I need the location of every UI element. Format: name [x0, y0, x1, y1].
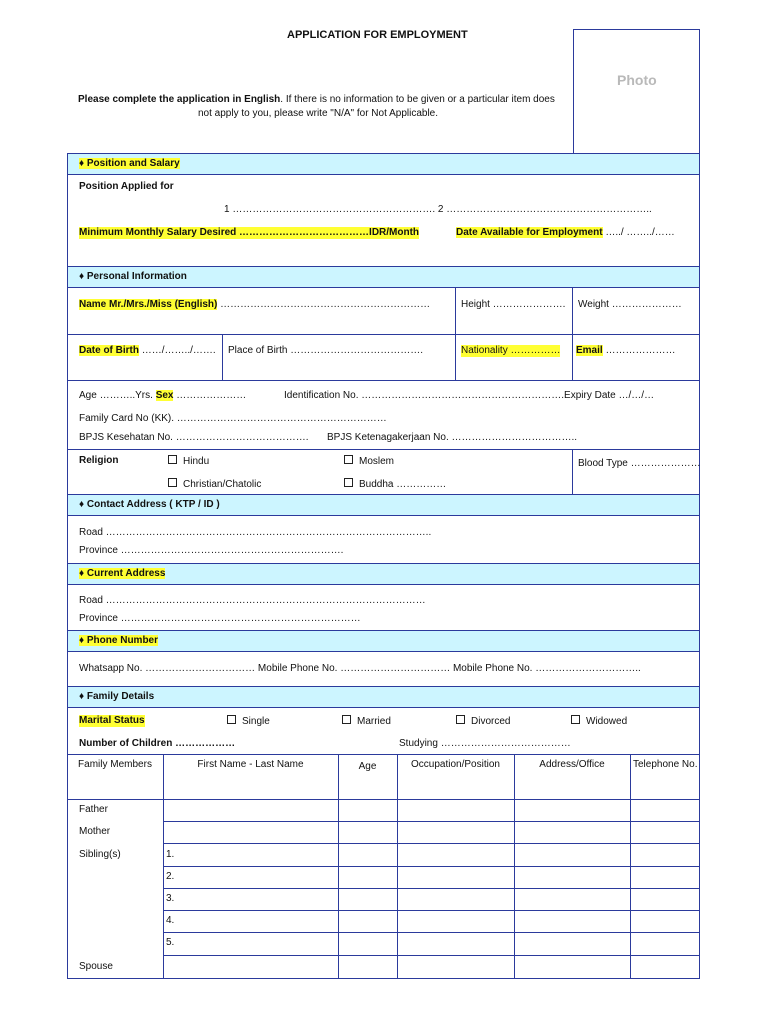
- name-label: Name Mr./Mrs./Miss (English): [79, 299, 218, 310]
- dob-label: Date of Birth: [79, 345, 139, 356]
- contact-road-field[interactable]: Road ……………………………………………………………………………………..: [79, 527, 432, 538]
- date-available-label: Date Available for Employment: [456, 227, 603, 238]
- marital-single-label: Single: [242, 716, 270, 727]
- col-age: Age: [358, 761, 377, 772]
- religion-christian[interactable]: [168, 478, 261, 491]
- section-position-title: ♦ Position and Salary: [79, 158, 180, 169]
- instruction-line-2: not apply to you, please write "N/A" for Not Applicable.: [198, 108, 439, 119]
- marital-status-label: Marital Status: [79, 715, 145, 726]
- checkbox-icon: [571, 715, 580, 724]
- checkbox-icon: [168, 455, 177, 464]
- checkbox-icon: [344, 478, 353, 487]
- religion-christian-label: Christian/Chatolic: [183, 479, 262, 490]
- section-phone-number: [67, 630, 700, 652]
- marital-divorced[interactable]: [456, 715, 510, 728]
- section-personal-title: ♦ Personal Information: [79, 271, 187, 282]
- checkbox-icon: [342, 715, 351, 724]
- sibling-number: 4.: [166, 915, 175, 926]
- col-telephone: Telephone No.: [633, 759, 698, 770]
- col-family-members: Family Members: [78, 759, 152, 770]
- marital-divorced-label: Divorced: [471, 716, 511, 727]
- row-siblings: Sibling(s): [79, 849, 121, 860]
- studying-field[interactable]: Studying …………………………………: [399, 738, 571, 749]
- photo-box[interactable]: [573, 29, 700, 155]
- section-family-title: ♦ Family Details: [79, 691, 155, 702]
- marital-married-label: Married: [357, 716, 391, 727]
- sex-label: Sex: [155, 390, 174, 401]
- section-current-title: ♦ Current Address: [79, 568, 166, 579]
- email-dots: …………………: [602, 345, 676, 356]
- sex-dots: …………………: [173, 390, 247, 401]
- sibling-number: 2.: [166, 871, 175, 882]
- religion-moslem[interactable]: [344, 455, 394, 468]
- checkbox-icon: [456, 715, 465, 724]
- pob-field[interactable]: Place of Birth ………………………………….: [228, 345, 424, 356]
- col-occupation: Occupation/Position: [411, 759, 500, 770]
- row-father: Father: [79, 804, 108, 815]
- identification-field[interactable]: Identification No. …………………………………………………….Expiry Date …/…/…: [284, 390, 655, 401]
- instruction-rest: . If there is no information to be given or a particular item does: [280, 94, 555, 105]
- sibling-number: 5.: [166, 937, 175, 948]
- marital-widowed[interactable]: [571, 715, 627, 728]
- marital-married[interactable]: [342, 715, 391, 728]
- religion-hindu[interactable]: [168, 455, 209, 468]
- row-mother: Mother: [79, 826, 111, 837]
- row-spouse: Spouse: [79, 961, 113, 972]
- current-road-field[interactable]: Road ……………………………………………………………………………………: [79, 595, 426, 606]
- religion-hindu-label: Hindu: [183, 456, 210, 467]
- col-name: First Name - Last Name: [197, 759, 304, 770]
- age-sex-line[interactable]: [79, 390, 246, 402]
- email-label: Email: [576, 345, 603, 356]
- section-family-details: [67, 686, 700, 708]
- checkbox-icon: [227, 715, 236, 724]
- age-field: Age ………..Yrs.: [79, 390, 153, 401]
- marital-single[interactable]: [227, 715, 270, 728]
- religion-buddha-label: Buddha ……………: [359, 479, 447, 490]
- nationality-field[interactable]: Nationality ……………: [461, 345, 561, 356]
- name-dots: ………………………………………………………: [217, 299, 431, 310]
- section-phone-title: ♦ Phone Number: [79, 635, 158, 646]
- weight-field[interactable]: Weight …………………: [578, 299, 682, 310]
- instruction-bold: Please complete the application in English: [78, 94, 281, 105]
- religion-moslem-label: Moslem: [359, 456, 395, 467]
- section-current-address: [67, 563, 700, 585]
- date-available-field[interactable]: [456, 227, 675, 239]
- form-title: APPLICATION FOR EMPLOYMENT: [287, 29, 468, 41]
- section-position-salary: [67, 153, 700, 175]
- section-contact-address: [67, 494, 700, 516]
- blood-type-field[interactable]: Blood Type …………………: [578, 458, 701, 469]
- date-available-dots: …../ ……../……: [605, 227, 675, 238]
- col-address: Address/Office: [539, 759, 605, 770]
- bpjs-kesehatan-field[interactable]: BPJS Kesehatan No. ………………………………….: [79, 432, 309, 443]
- sibling-number: 1.: [166, 849, 175, 860]
- current-province-field[interactable]: Province ………………………………………………………………: [79, 613, 361, 624]
- height-field[interactable]: Height ………………….: [461, 299, 566, 310]
- name-field[interactable]: [79, 299, 430, 311]
- checkbox-icon: [344, 455, 353, 464]
- section-personal-info: [67, 266, 700, 288]
- dob-field[interactable]: [79, 345, 216, 357]
- checkbox-icon: [168, 478, 177, 487]
- phone-numbers-field[interactable]: Whatsapp No. …………………………… Mobile Phone No. …………………………… Mobile Phone No. …………………………..: [79, 663, 641, 674]
- children-field[interactable]: Number of Children ………………: [79, 738, 236, 749]
- photo-label: Photo: [617, 72, 657, 88]
- religion-buddha[interactable]: [344, 478, 446, 491]
- email-field[interactable]: [576, 345, 675, 357]
- dob-dots: ……/……../…….: [139, 345, 216, 356]
- salary-desired-field[interactable]: Minimum Monthly Salary Desired …………………………………IDR/Month: [79, 227, 420, 238]
- position-applied-label: Position Applied for: [79, 181, 174, 192]
- bpjs-ketenagakerjaan-field[interactable]: BPJS Ketenagakerjaan No. ………………………………..: [327, 432, 578, 443]
- religion-label: Religion: [79, 455, 119, 466]
- sibling-number: 3.: [166, 893, 175, 904]
- marital-widowed-label: Widowed: [586, 716, 628, 727]
- position-choice-line[interactable]: 1 ……………………………………………………. 2 ……………………………………………………..: [224, 204, 652, 215]
- contact-province-field[interactable]: Province ………………………………………………………….: [79, 545, 344, 556]
- family-card-field[interactable]: Family Card No (KK). ………………………………………………………: [79, 413, 387, 424]
- section-contact-title: ♦ Contact Address ( KTP / ID ): [79, 499, 220, 510]
- instruction-line-1: [78, 94, 555, 106]
